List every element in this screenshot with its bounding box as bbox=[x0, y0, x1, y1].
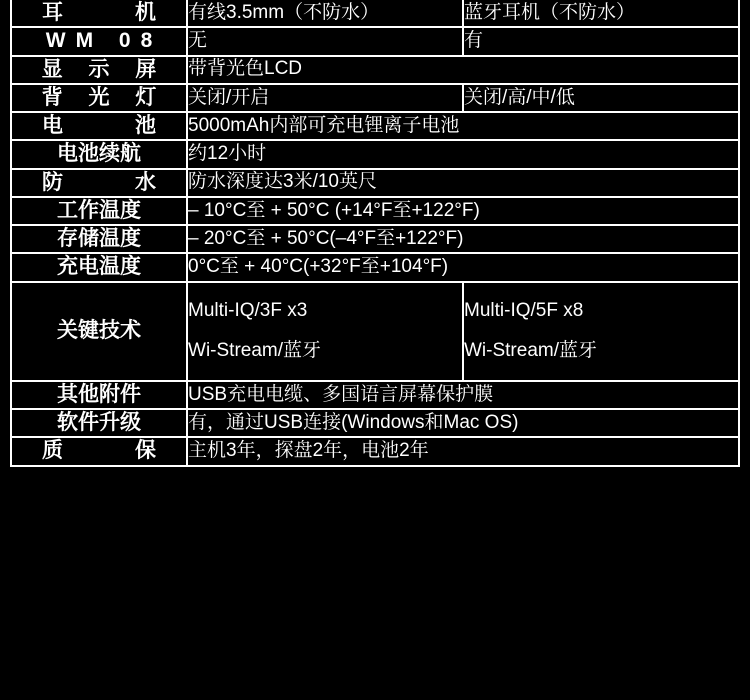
row-label: 软件升级 bbox=[11, 409, 187, 437]
row-value: – 10°C至 + 50°C (+14°F至+122°F) bbox=[187, 197, 739, 225]
row-value: 有，通过USB连接(Windows和Mac OS) bbox=[187, 409, 739, 437]
table-row bbox=[11, 0, 739, 27]
row-value: 带背光色LCD bbox=[187, 56, 739, 84]
row-value: – 20°C至 + 50°C(–4°F至+122°F) bbox=[187, 225, 739, 253]
specification-table-body bbox=[11, 0, 739, 466]
row-label: 电 池 bbox=[11, 112, 187, 140]
row-label: 显 示 屏 bbox=[11, 56, 187, 84]
row-value: 5000mAh内部可充电锂离子电池 bbox=[187, 112, 739, 140]
row-label: 关键技术 bbox=[11, 282, 187, 381]
row-value-line: Multi-IQ/5F x8 bbox=[464, 299, 584, 321]
row-value: 关闭/高/中/低 bbox=[463, 84, 739, 112]
table-row bbox=[11, 225, 739, 253]
row-label: 质 保 bbox=[11, 437, 187, 465]
row-value: 主机3年，探盘2年，电池2年 bbox=[187, 437, 739, 465]
row-value: 0°C至 + 40°C(+32°F至+104°F) bbox=[187, 253, 739, 281]
row-value: 蓝牙耳机（不防水） bbox=[463, 0, 739, 27]
table-row bbox=[11, 27, 739, 55]
row-label: 耳 机 bbox=[11, 0, 187, 27]
table-row bbox=[11, 197, 739, 225]
row-label: 工作温度 bbox=[11, 197, 187, 225]
row-value-line: Multi-IQ/3F x3 bbox=[188, 299, 308, 321]
table-row bbox=[11, 437, 739, 465]
table-row bbox=[11, 140, 739, 168]
row-label: 电池续航 bbox=[11, 140, 187, 168]
row-label: 防 水 bbox=[11, 169, 187, 197]
row-value: 有 bbox=[463, 27, 739, 55]
table-row bbox=[11, 282, 739, 381]
row-label: 其他附件 bbox=[11, 381, 187, 409]
table-row bbox=[11, 56, 739, 84]
table-row bbox=[11, 409, 739, 437]
row-value bbox=[187, 282, 463, 381]
row-value-line: Wi-Stream/蓝牙 bbox=[464, 340, 598, 362]
row-value: 无 bbox=[187, 27, 463, 55]
row-value: USB充电电缆、多国语言屏幕保护膜 bbox=[187, 381, 739, 409]
table-row bbox=[11, 112, 739, 140]
row-label: 存储温度 bbox=[11, 225, 187, 253]
row-value bbox=[463, 282, 739, 381]
row-label: 背 光 灯 bbox=[11, 84, 187, 112]
row-value: 有线3.5mm（不防水） bbox=[187, 0, 463, 27]
row-value: 防水深度达3米/10英尺 bbox=[187, 169, 739, 197]
table-row bbox=[11, 253, 739, 281]
table-row bbox=[11, 381, 739, 409]
row-value: 关闭/开启 bbox=[187, 84, 463, 112]
row-label: WM 08 bbox=[11, 27, 187, 55]
table-row bbox=[11, 84, 739, 112]
table-row bbox=[11, 169, 739, 197]
row-value-line: Wi-Stream/蓝牙 bbox=[188, 340, 322, 362]
row-label: 充电温度 bbox=[11, 253, 187, 281]
row-value: 约12小时 bbox=[187, 140, 739, 168]
specification-table bbox=[10, 0, 740, 467]
